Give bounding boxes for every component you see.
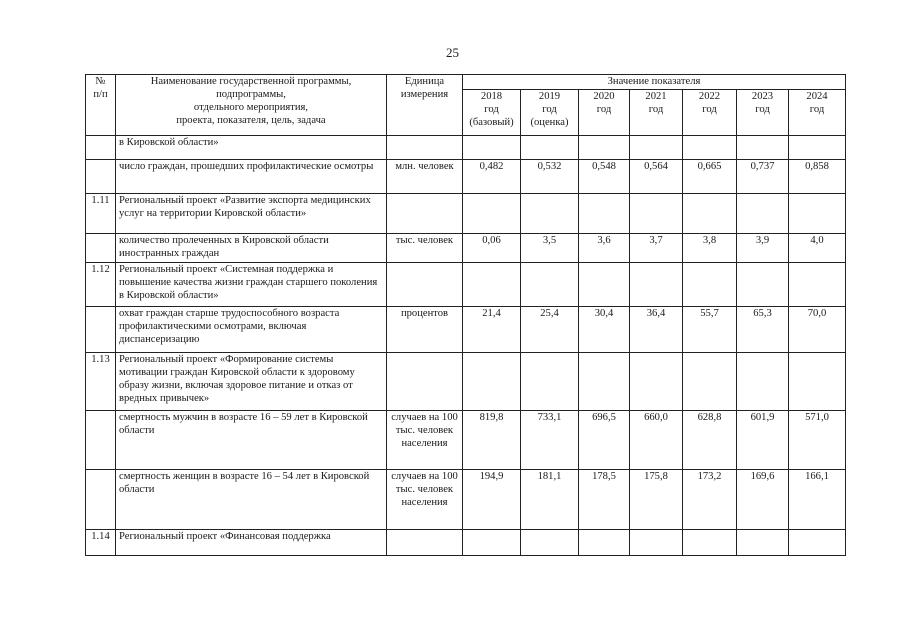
row-value: 30,4 bbox=[579, 307, 630, 353]
row-value: 0,482 bbox=[463, 160, 521, 194]
row-num bbox=[86, 234, 116, 263]
header-year-2020: 2020 год bbox=[579, 90, 630, 136]
row-value bbox=[521, 194, 579, 234]
row-value: 0,564 bbox=[630, 160, 683, 194]
row-value bbox=[521, 353, 579, 411]
row-value bbox=[737, 194, 789, 234]
header-year-2023: 2023 год bbox=[737, 90, 789, 136]
header-value-group: Значение показателя bbox=[463, 75, 846, 90]
row-value: 0,737 bbox=[737, 160, 789, 194]
row-value bbox=[683, 136, 737, 160]
row-name: число граждан, прошедших профилактические осмотры bbox=[116, 160, 387, 194]
row-unit bbox=[387, 263, 463, 307]
row-value: 628,8 bbox=[683, 411, 737, 470]
row-value: 175,8 bbox=[630, 470, 683, 530]
row-value bbox=[579, 530, 630, 556]
row-num: 1.13 bbox=[86, 353, 116, 411]
row-unit bbox=[387, 353, 463, 411]
table-row bbox=[86, 307, 846, 353]
row-value: 0,665 bbox=[683, 160, 737, 194]
indicators-table bbox=[85, 74, 846, 556]
row-value bbox=[579, 353, 630, 411]
row-unit bbox=[387, 530, 463, 556]
row-value: 36,4 bbox=[630, 307, 683, 353]
row-value: 178,5 bbox=[579, 470, 630, 530]
row-value bbox=[683, 530, 737, 556]
row-value bbox=[579, 263, 630, 307]
row-value: 0,06 bbox=[463, 234, 521, 263]
row-num: 1.11 bbox=[86, 194, 116, 234]
header-num-cell: № п/п bbox=[86, 75, 116, 136]
row-value: 3,8 bbox=[683, 234, 737, 263]
row-value: 70,0 bbox=[789, 307, 846, 353]
row-value bbox=[521, 136, 579, 160]
row-value bbox=[789, 263, 846, 307]
table-row bbox=[86, 353, 846, 411]
row-value: 3,7 bbox=[630, 234, 683, 263]
row-unit: случаев на 100 тыс. человек населения bbox=[387, 411, 463, 470]
row-value bbox=[683, 194, 737, 234]
row-value bbox=[737, 263, 789, 307]
row-value: 194,9 bbox=[463, 470, 521, 530]
row-value: 181,1 bbox=[521, 470, 579, 530]
row-value bbox=[789, 136, 846, 160]
row-num bbox=[86, 307, 116, 353]
row-name: охват граждан старше трудоспособного возраста профилактическими осмотрами, включая диспансеризацию bbox=[116, 307, 387, 353]
row-value: 21,4 bbox=[463, 307, 521, 353]
table-row bbox=[86, 160, 846, 194]
header-row-1 bbox=[86, 75, 846, 90]
row-value bbox=[579, 194, 630, 234]
row-value bbox=[630, 136, 683, 160]
table-row bbox=[86, 470, 846, 530]
row-name: количество пролеченных в Кировской области иностранных граждан bbox=[116, 234, 387, 263]
table-row bbox=[86, 136, 846, 160]
row-name: в Кировской области» bbox=[116, 136, 387, 160]
row-value: 3,5 bbox=[521, 234, 579, 263]
row-value bbox=[737, 353, 789, 411]
header-year-2019: 2019 год (оценка) bbox=[521, 90, 579, 136]
row-num bbox=[86, 470, 116, 530]
row-value: 65,3 bbox=[737, 307, 789, 353]
row-name: смертность женщин в возрасте 16 – 54 лет в Кировской области bbox=[116, 470, 387, 530]
row-value: 696,5 bbox=[579, 411, 630, 470]
row-name: Региональный проект «Развитие экспорта медицинских услуг на территории Кировской области» bbox=[116, 194, 387, 234]
row-value: 0,532 bbox=[521, 160, 579, 194]
row-value bbox=[463, 353, 521, 411]
row-value: 571,0 bbox=[789, 411, 846, 470]
header-year-2022: 2022 год bbox=[683, 90, 737, 136]
table-row bbox=[86, 411, 846, 470]
row-value bbox=[683, 353, 737, 411]
header-year-2018: 2018 год (базовый) bbox=[463, 90, 521, 136]
row-value: 0,548 bbox=[579, 160, 630, 194]
page-number: 25 bbox=[446, 45, 459, 60]
row-value: 3,9 bbox=[737, 234, 789, 263]
row-num: 1.12 bbox=[86, 263, 116, 307]
row-value bbox=[521, 530, 579, 556]
row-name: Региональный проект «Формирование системы мотивации граждан Кировской области к здоровому образу жизни, включая здоровое питание и отказ от вредных привычек» bbox=[116, 353, 387, 411]
row-num bbox=[86, 160, 116, 194]
row-value: 173,2 bbox=[683, 470, 737, 530]
row-value bbox=[789, 194, 846, 234]
row-num bbox=[86, 136, 116, 160]
row-value bbox=[683, 263, 737, 307]
row-value bbox=[737, 136, 789, 160]
row-name: Региональный проект «Системная поддержка и повышение качества жизни граждан старшего поколения в Кировской области» bbox=[116, 263, 387, 307]
row-value bbox=[463, 263, 521, 307]
row-value bbox=[630, 194, 683, 234]
row-value bbox=[463, 194, 521, 234]
header-year-2024: 2024 год bbox=[789, 90, 846, 136]
row-value bbox=[579, 136, 630, 160]
row-value bbox=[521, 263, 579, 307]
row-unit: млн. человек bbox=[387, 160, 463, 194]
header-year-2021: 2021 год bbox=[630, 90, 683, 136]
header-name-cell: Наименование государственной программы, подпрограммы, отдельного мероприятия, проекта, показателя, цель, задача bbox=[116, 75, 387, 136]
row-value bbox=[630, 530, 683, 556]
row-value: 166,1 bbox=[789, 470, 846, 530]
row-value bbox=[789, 353, 846, 411]
row-unit: тыс. человек bbox=[387, 234, 463, 263]
table-row bbox=[86, 263, 846, 307]
row-unit bbox=[387, 194, 463, 234]
row-value: 3,6 bbox=[579, 234, 630, 263]
row-value: 0,858 bbox=[789, 160, 846, 194]
row-value: 660,0 bbox=[630, 411, 683, 470]
row-value bbox=[737, 530, 789, 556]
row-value: 169,6 bbox=[737, 470, 789, 530]
header-unit-cell: Единица измерения bbox=[387, 75, 463, 136]
row-value bbox=[789, 530, 846, 556]
row-name: Региональный проект «Финансовая поддержка bbox=[116, 530, 387, 556]
row-value bbox=[630, 353, 683, 411]
row-unit: случаев на 100 тыс. человек населения bbox=[387, 470, 463, 530]
row-unit: процентов bbox=[387, 307, 463, 353]
row-value: 25,4 bbox=[521, 307, 579, 353]
row-value bbox=[463, 530, 521, 556]
row-num: 1.14 bbox=[86, 530, 116, 556]
row-value: 819,8 bbox=[463, 411, 521, 470]
row-num bbox=[86, 411, 116, 470]
row-value bbox=[463, 136, 521, 160]
row-value: 55,7 bbox=[683, 307, 737, 353]
row-value: 733,1 bbox=[521, 411, 579, 470]
row-value: 4,0 bbox=[789, 234, 846, 263]
row-value: 601,9 bbox=[737, 411, 789, 470]
row-value bbox=[630, 263, 683, 307]
row-unit bbox=[387, 136, 463, 160]
table-row bbox=[86, 530, 846, 556]
table-row bbox=[86, 234, 846, 263]
row-name: смертность мужчин в возрасте 16 – 59 лет в Кировской области bbox=[116, 411, 387, 470]
table-row bbox=[86, 194, 846, 234]
